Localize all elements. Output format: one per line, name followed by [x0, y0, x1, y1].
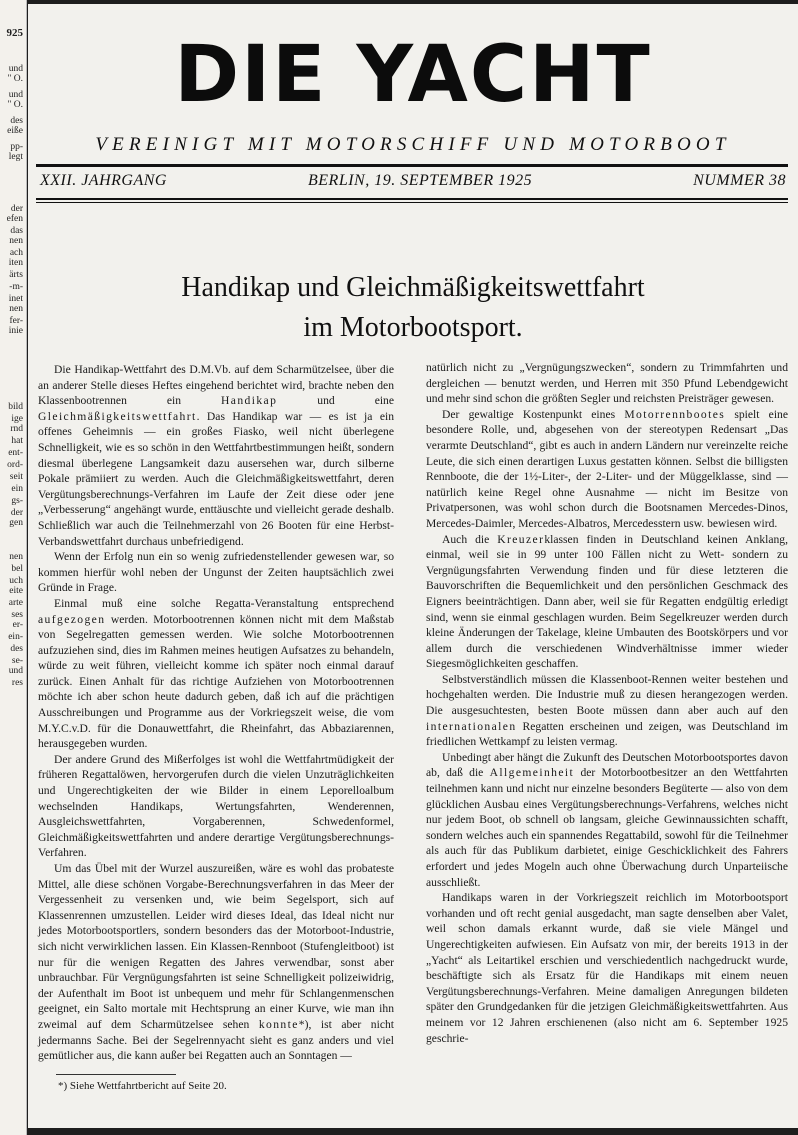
newspaper-page [28, 4, 798, 1128]
emphasized-text: aufgezogen [38, 612, 106, 626]
emphasized-text: Motorrennbootes [624, 407, 726, 421]
emphasized-text: Kreuzer [497, 532, 545, 546]
article-paragraph [38, 549, 394, 596]
margin-fragment: legt [8, 152, 23, 162]
paragraph-text: *), ist aber nicht jedermanns Sache. Bei der Segelrennyacht sieht es ganz anders und viel gemütlicher aus, die kann außer bei Regatten auch an Sonntagen — [38, 1017, 394, 1063]
margin-fragment: und [8, 64, 23, 74]
paragraph-text: Einmal muß eine solche Regatta-Veranstaltung entsprechend [54, 596, 394, 610]
issue-number: NUMMER 38 [693, 172, 786, 189]
margin-fragment: das [10, 226, 23, 236]
article-column-left [38, 362, 394, 1064]
margin-fragment: uch [9, 576, 23, 586]
margin-fragment: iten [8, 258, 23, 268]
margin-fragment: ach [9, 248, 23, 258]
adjacent-page-margin [0, 0, 27, 1135]
margin-fragment: inet [8, 294, 23, 304]
margin-fragment: ige [11, 414, 23, 424]
article-column-right [426, 360, 788, 1046]
margin-fragment: des [10, 116, 23, 126]
paragraph-text: Um das Übel mit der Wurzel auszureißen, wäre es wohl das probateste Mittel, alle diese schönen Vorgabe-Berechnungsverfahren in das Meer der Vergessenheit zu versenken und, wie beim Segelsport, sich auf Klassenrennen umzustellen. Leider wird dieses Ideal, das Ideal nicht nur jedes Motorbootsportlers, sondern besonders das der Motorboot-Industrie, sich nicht verwirklichen lassen. Ein Klassen-Rennboot (Stufengleitboot) ist nur für die wenigen Regatten des Jahres verwendbar, sonst aber unbrauchbar. Für Vergnügungsfahrten ist seine Schnelligkeit polizeiwidrig, der Aufenthalt im Boot ist unbequem und mehr für Schlangenmenschen geeignet, ein Salto mortale mit Hechtsprung an einer Kurve, wie man ihn zweimal auf dem Scharmützelsee sehen [38, 862, 394, 1031]
margin-fragment: hat [11, 436, 23, 446]
emphasized-text: internationalen [426, 719, 517, 733]
margin-fragment: eiße [7, 126, 23, 136]
margin-fragment: 925 [6, 27, 23, 39]
article-paragraph [38, 861, 394, 1064]
margin-fragment: -m- [9, 282, 23, 292]
dateline [36, 172, 788, 194]
paragraph-text: Auch die [442, 532, 498, 546]
margin-fragment: ent- [8, 448, 23, 458]
margin-fragment: und [8, 90, 23, 100]
headline-line-2: im Motorbootsport. [303, 312, 523, 343]
margin-fragment: ord- [7, 460, 23, 470]
margin-fragment: ein- [8, 632, 23, 642]
margin-fragment: inie [8, 326, 23, 336]
margin-fragment: efen [6, 214, 23, 224]
margin-fragment: " O. [7, 74, 23, 84]
margin-fragment: nen [9, 236, 23, 246]
article-paragraph [426, 360, 788, 407]
margin-fragment: des [10, 644, 23, 654]
paragraph-text: werden. Motorbootrennen können nicht mit dem Maßstab von Segelregatten gemessen werden. Wie solche Motorbootrennen aufzuziehen sind, dies im Rahmen meines heutigen Aufsatzes zu behandeln, würde zu weit führen, vielleicht komme ich später noch einmal darauf zurück. Einen Anhalt für das richtige Aufziehen von Motorbootrennen möchte ich aber schon heute dadurch geben, daß ich auf die prächtigen Ausschreibungen und Programme aus der Vorkriegszeit weise, die vom M.Y.C.v.D. für die Donauwettfahrt, die Rheinfahrt, das Abbaziarennen, herausgegeben wurden. [38, 612, 394, 751]
margin-fragment: gen [9, 518, 23, 528]
paragraph-text: Der gewaltige Kostenpunkt eines [442, 407, 625, 421]
volume-label: XXII. JAHRGANG [40, 172, 167, 189]
margin-fragment: arte [8, 598, 23, 608]
headline-line-1: Handikap und Gleichmäßigkeitswettfahrt [181, 272, 645, 303]
article-paragraph [426, 672, 788, 750]
emphasized-text: Gleichmäßigkeitswettfahrt [38, 409, 197, 423]
masthead-rule-top [36, 164, 788, 167]
masthead-subtitle: VEREINIGT MIT MOTORSCHIFF UND MOTORBOOT [95, 134, 731, 155]
paragraph-text: Regatten erscheinen und zeigen, was Deutschland im friedlichen Wettkampf zu leisten vermag. [426, 719, 788, 749]
emphasized-text: Allgemeinheit [489, 766, 575, 780]
article-paragraph [426, 750, 788, 890]
masthead-rule-bottom [36, 198, 788, 200]
margin-fragment: eite [9, 586, 23, 596]
margin-fragment: gs- [11, 496, 23, 506]
paragraph-text: Selbstverständlich müssen die Klassenboot-Rennen weiter bestehen und hochgehalten werden. Die Industrie muß zu diesen herangezogen werden. Die ausgesuchtesten, besten Boote müssen dann aber auch auf den [426, 672, 788, 718]
margin-fragment: rnd [10, 424, 23, 434]
margin-fragment: ärts [9, 270, 23, 280]
margin-fragment: der [10, 204, 23, 214]
paragraph-text: spielt eine besondere Rolle, und, abgesehen von der stereotypen Redensart „Das verarmte Deutschland“, gibt es auch in andern Ländern nur vereinzelte reiche Leute, die sich einen derartigen Luxus gestatten können. Selbst die billigsten Rennboote, die der 1½-Liter-, der 2-Liter- und der Müggelklasse, sind — natürlich keine Regel ohne Ausnahme — nicht im Besitze von Privatpersonen, was wohl schon durch die Bootsnamen Mercedes-Dinos, Mercedes-Daimler, Mercedes-Albatros, Mercedesstern usw. bewiesen wird. [426, 407, 788, 530]
margin-fragment: bild [8, 402, 23, 412]
article-paragraph [426, 890, 788, 1046]
article-paragraph [38, 362, 394, 549]
margin-fragment: pp- [10, 142, 23, 152]
margin-fragment: der [10, 508, 23, 518]
footnote-rule [56, 1074, 176, 1075]
paragraph-text: Unbedingt aber hängt die Zukunft des Deutschen Motorbootsportes davon ab, daß die [426, 750, 788, 780]
article-paragraph [426, 532, 788, 672]
emphasized-text: konnte [258, 1017, 299, 1031]
masthead-title: DIE YACHT [174, 30, 652, 120]
margin-fragment: fer- [9, 316, 23, 326]
article-headline [28, 268, 798, 348]
footnote: *) Siehe Wettfahrtbericht auf Seite 20. [58, 1080, 227, 1092]
paragraph-text: . Das Handikap war — es ist ja ein offenes Geheimnis — ein großes Fiasko, weil nicht überlegene Schnelligkeit, wie es so schön in den Wettfahrtbestimmungen heißt, sondern diesmal überlegene Langsamkeit dazu ausersehen war, durch silberne Pokale prämiiert zu werden. Auch die Gleichmäßigkeitswettfahrt, deren Vergütungsberechnungs-Verfahren im Laufe der Zeit diese oder jene „Verbesserung“ angehängt wurde, enttäuschte und vielleicht gerade deshalb. Schließlich war auch die Teilnehmerzahl von 26 Booten für eine Herbst-Verbandswettfahrt durchaus unbefriedigend. [38, 409, 394, 548]
margin-fragment: res [11, 678, 23, 688]
margin-fragment: se- [11, 656, 23, 666]
place-date: BERLIN, 19. SEPTEMBER 1925 [308, 172, 533, 189]
margin-fragment: und [8, 666, 23, 676]
margin-fragment: ein [11, 484, 23, 494]
article-paragraph [38, 596, 394, 752]
margin-fragment: " O. [7, 100, 23, 110]
paragraph-text: klassen finden in Deutschland keinen Anklang, einmal, weil sie in 99 unter 100 Fällen nicht zu Wett- sondern zu Vergnügungsfahrten Verwendung finden und für diese letzteren die Bauvorschriften die Bequemlichkeit und den persönlichen Geschmack des Eigners beeinträchtigen. Dann aber, weil sie für Regatten endgültig erledigt sind, wenn sie einmal geschlagen wurden. Beim Segelkreuzer werden durch kleine Änderungen der Takelage, kleine Umbauten des Bootskörpers und vor allem durch die verschiedenen Windverhältnisse immer wieder Siegesmöglichkeiten geschaffen. [426, 532, 788, 671]
paragraph-text: Handikaps waren in der Vorkriegszeit reichlich im Motorbootsport vorhanden und oft recht genial ausgedacht, man sagte denselben aber Valet, weil schon damals erkannt wurde, daß sie viele Mängel und Ungerechtigkeiten aufwiesen. Ein Aufsatz von mir, der bereits 1913 in der „Yacht“ als Leitartikel erschien und verschiedentlich nachgedruckt wurde, beschäftigte sich als Ersatz für die Handikaps mit einem neuen Vergütungsberechnungs-Verfahren. Meine damaligen Anregungen bildeten später den Grundgedanken für die jetzigen Gleichmäßigkeitswettfahrten. Aus meinem vor 12 Jahren erschienenen (also nicht am 6. September 1925 geschrie- [426, 891, 788, 1045]
margin-fragment: nen [9, 304, 23, 314]
margin-fragment: er- [12, 620, 23, 630]
margin-fragment: nen [9, 552, 23, 562]
masthead-rule-bottom-thin [36, 202, 788, 203]
article-paragraph [38, 752, 394, 861]
article-paragraph [426, 407, 788, 532]
margin-fragment: seit [9, 472, 23, 482]
emphasized-text: Handikap [221, 394, 278, 408]
paragraph-text: Wenn der Erfolg nun ein so wenig zufriedenstellender gewesen war, so kommen hierfür wohl neben der Ungunst der Zeiten hauptsächlich zwei Gründe in Frage. [38, 550, 394, 595]
paragraph-text: der Motorbootbesitzer an den Wettfahrten teilnehmen kann und nicht nur einzelne besonders Begüterte — also von dem glücklichen Ausbau eines Vergütungsberechnungs-Verfahrens, welches nicht nur jedem Boot, ob schnell ob langsam, gleiche Gewinnaussichten schafft, sondern welches auch ein spannendes Regattabild, sowohl für die Teilnehmer als auch für das Publikum darbietet, einige Geschicklichkeit des Fahrers erfordert und jedes Mogeln auch ohne Überwachung durch Unparteiische ausschließt. [426, 766, 788, 889]
paragraph-text: und eine [277, 394, 395, 408]
margin-fragment: bel [11, 564, 23, 574]
margin-fragment: ses [11, 610, 23, 620]
paragraph-text: Der andere Grund des Mißerfolges ist wohl die Wettfahrtmüdigkeit der früheren Regattalöwen, hervorgerufen durch die vielen Unzuträglichkeiten und Ungerechtigkeiten der wie Bilder in einem Leporelloalbum wechselnden Handikaps, Wertungsfahrten, Wenderennen, Ausgleichswettfahrten, Vorgaberennen, Schwedenformel, Gleichmäßigkeitswettfahrten und andere derartige Vergütungsberechnungs-Verfahren. [38, 752, 394, 860]
paragraph-text: natürlich nicht zu „Vergnügungszwecken“, sondern zu Trimmfahrten und dergleichen — benutzt werden, und Herren mit 350 Pfund Lebendgewicht und mehr sind schon die größten Segler und reichsten Preisträger gewesen. [426, 361, 788, 406]
paragraph-text: Die Handikap-Wettfahrt des D.M.Vb. auf dem Scharmützelsee, über die an anderer Stelle dieses Heftes eingehend berichtet wird, brachte neben den Klassenbootrennen ein [38, 363, 394, 408]
